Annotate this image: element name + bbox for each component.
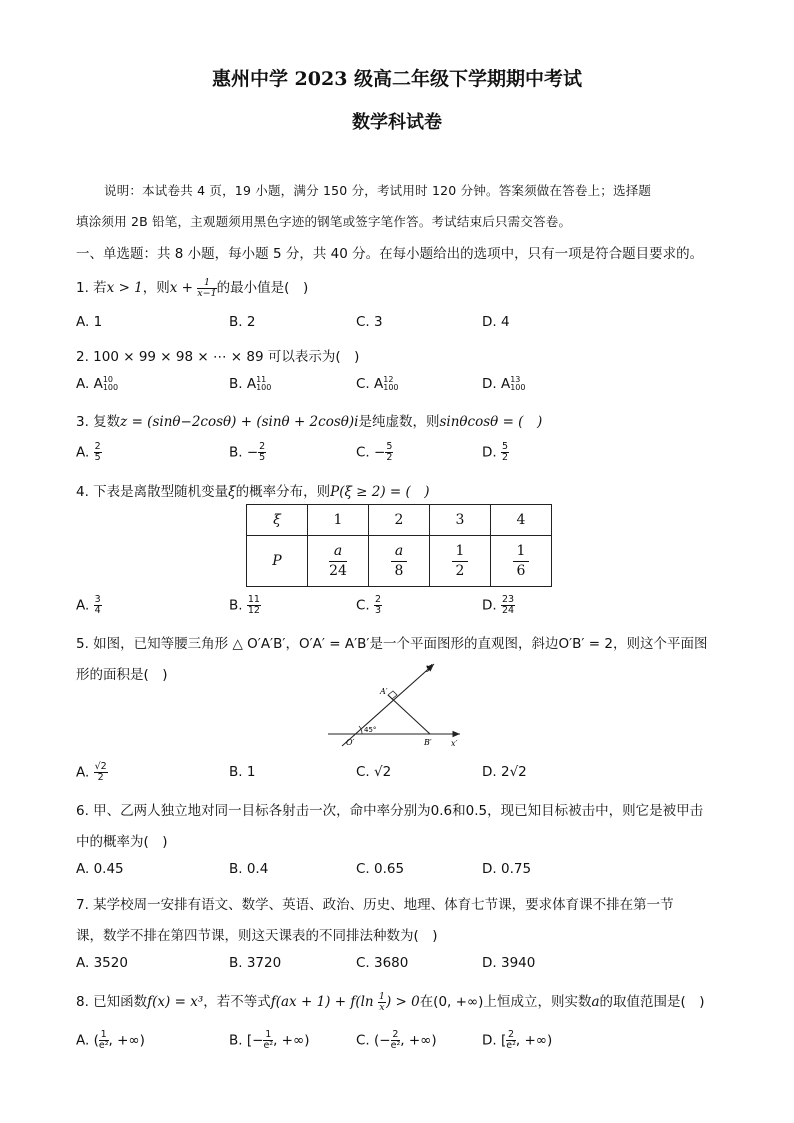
q8-option-c[interactable]: C. (− $\frac{2}{\text{e²}}$ , +∞) (356, 1029, 437, 1051)
q1-option-b[interactable]: B. 2 (229, 314, 256, 330)
q5-option-c[interactable]: C. √2 (356, 764, 392, 780)
probability-table (246, 504, 552, 587)
label-b: B′ (424, 738, 432, 747)
table-cell: $\frac{a}{8}$ (369, 536, 430, 587)
q1-option-c[interactable]: C. 3 (356, 314, 383, 330)
q8-option-d[interactable]: D. [ $\frac{2}{\text{e²}}$ , +∞) (482, 1029, 553, 1051)
q8-option-a[interactable]: A. ( $\frac{1}{\text{e²}}$ , +∞) (76, 1029, 145, 1051)
q4-option-a[interactable]: A. $\frac{3}{4}$ (76, 594, 101, 616)
q3-option-c[interactable]: C. − $\frac{5}{2}$ (356, 441, 393, 463)
q2-option-b[interactable]: B. A 11 100 (229, 375, 272, 392)
q1-option-a[interactable]: A. 1 (76, 314, 103, 330)
question-7-line-2: 课，数学不排在第四节课，则这天课表的不同排法种数为( ) (76, 928, 438, 944)
q6-option-a[interactable]: A. 0.45 (76, 861, 124, 877)
label-y: y′ (426, 663, 433, 672)
table-cell: 1 (308, 505, 369, 536)
q2-option-a[interactable]: A. A 10 100 (76, 375, 119, 392)
q4-option-d[interactable]: D. $\frac{23}{24}$ (482, 594, 515, 616)
table-cell: P (247, 536, 308, 587)
table-cell: $\frac{1}{6}$ (491, 536, 552, 587)
q7-option-a[interactable]: A. 3520 (76, 955, 128, 971)
table-cell: 2 (369, 505, 430, 536)
q7-option-d[interactable]: D. 3940 (482, 955, 536, 971)
q3-option-a[interactable]: A. $\frac{2}{5}$ (76, 441, 101, 463)
table-cell: ξ (247, 505, 308, 536)
section-heading: 一、单选题：共 8 小题，每小题 5 分，共 40 分。在每小题给出的选项中，只有一项是符合题目要求的。 (76, 246, 704, 262)
question-5-line-1: 5. 如图，已知等腰三角形 △ O′A′B′，O′A′ = A′B′是一个平面图形的直观图，斜边O′B′ = 2，则这个平面图 (76, 636, 708, 652)
segment-ab (388, 695, 430, 734)
intuitive-diagram (326, 660, 466, 756)
table-cell: 3 (430, 505, 491, 536)
exam-title: 惠州中学 2023 级高二年级下学期期中考试 (211, 68, 583, 90)
q3-option-b[interactable]: B. − $\frac{2}{5}$ (229, 441, 266, 463)
question-3: 3. 复数z = (sinθ−2cosθ) + (sinθ + 2cosθ)i是纯虚数，则sinθcosθ = ( ) (76, 414, 543, 430)
q6-option-c[interactable]: C. 0.65 (356, 861, 405, 877)
table-cell: $\frac{1}{2}$ (430, 536, 491, 587)
exam-subtitle: 数学科试卷 (352, 112, 442, 133)
label-o: O′ (346, 738, 355, 747)
question-6-line-1: 6. 甲、乙两人独立地对同一目标各射击一次，命中率分别为0.6和0.5，现已知目标被击中，则它是被甲击 (76, 803, 704, 819)
label-x: x′ (451, 739, 458, 748)
q7-option-b[interactable]: B. 3720 (229, 955, 282, 971)
q1-option-d[interactable]: D. 4 (482, 314, 510, 330)
q6-option-d[interactable]: D. 0.75 (482, 861, 532, 877)
table-cell: $\frac{a}{24}$ (308, 536, 369, 587)
q7-option-c[interactable]: C. 3680 (356, 955, 409, 971)
question-8: 8. 已知函数f(x) = x³，若不等式f(ax + 1) + f(ln $\frac{1}{x}$ ) > 0在(0, +∞)上恒成立，则实数a的取值范围是( ) (76, 990, 705, 1013)
q6-option-b[interactable]: B. 0.4 (229, 861, 269, 877)
q8-option-b[interactable]: B. [− $\frac{1}{\text{e²}}$ , +∞) (229, 1029, 310, 1051)
q3-option-d[interactable]: D. $\frac{5}{2}$ (482, 441, 509, 463)
instructions-line-1: 说明：本试卷共 4 页，19 小题，满分 150 分，考试用时 120 分钟。答案须做在答卷上；选择题 (104, 183, 652, 198)
question-4: 4. 下表是离散型随机变量ξ的概率分布，则P(ξ ≥ 2) = ( ) (76, 484, 430, 500)
q2-option-c[interactable]: C. A 12 100 (356, 375, 399, 392)
question-1: 1. 若x > 1，则x + $\frac{1}{x-1}$ 的最小值是( ) (76, 276, 309, 299)
fraction: $\frac{1}{x-1}$ (197, 276, 217, 299)
question-6-line-2: 中的概率为( ) (76, 834, 168, 850)
question-7-line-1: 7. 某学校周一安排有语文、数学、英语、政治、历史、地理、体育七节课，要求体育课不排在第一节 (76, 897, 674, 913)
question-5-line-2: 形的面积是( ) (76, 667, 168, 683)
q4-option-c[interactable]: C. $\frac{2}{3}$ (356, 594, 382, 616)
question-2: 2. 100 × 99 × 98 × ⋯ × 89 可以表示为( ) (76, 349, 360, 365)
table-cell: 4 (491, 505, 552, 536)
q5-option-d[interactable]: D. 2√2 (482, 764, 527, 780)
label-a: A′ (380, 687, 388, 696)
label-angle: 45° (364, 726, 377, 734)
q2-option-d[interactable]: D. A 13 100 (482, 375, 526, 392)
q4-option-b[interactable]: B. $\frac{11}{12}$ (229, 594, 260, 616)
q5-option-b[interactable]: B. 1 (229, 764, 256, 780)
instructions-line-2: 填涂须用 2B 铅笔，主观题须用黑色字迹的钢笔或签字笔作答。考试结束后只需交答卷。 (76, 214, 572, 229)
q5-option-a[interactable]: A. $\frac{√2}{2}$ (76, 761, 107, 783)
